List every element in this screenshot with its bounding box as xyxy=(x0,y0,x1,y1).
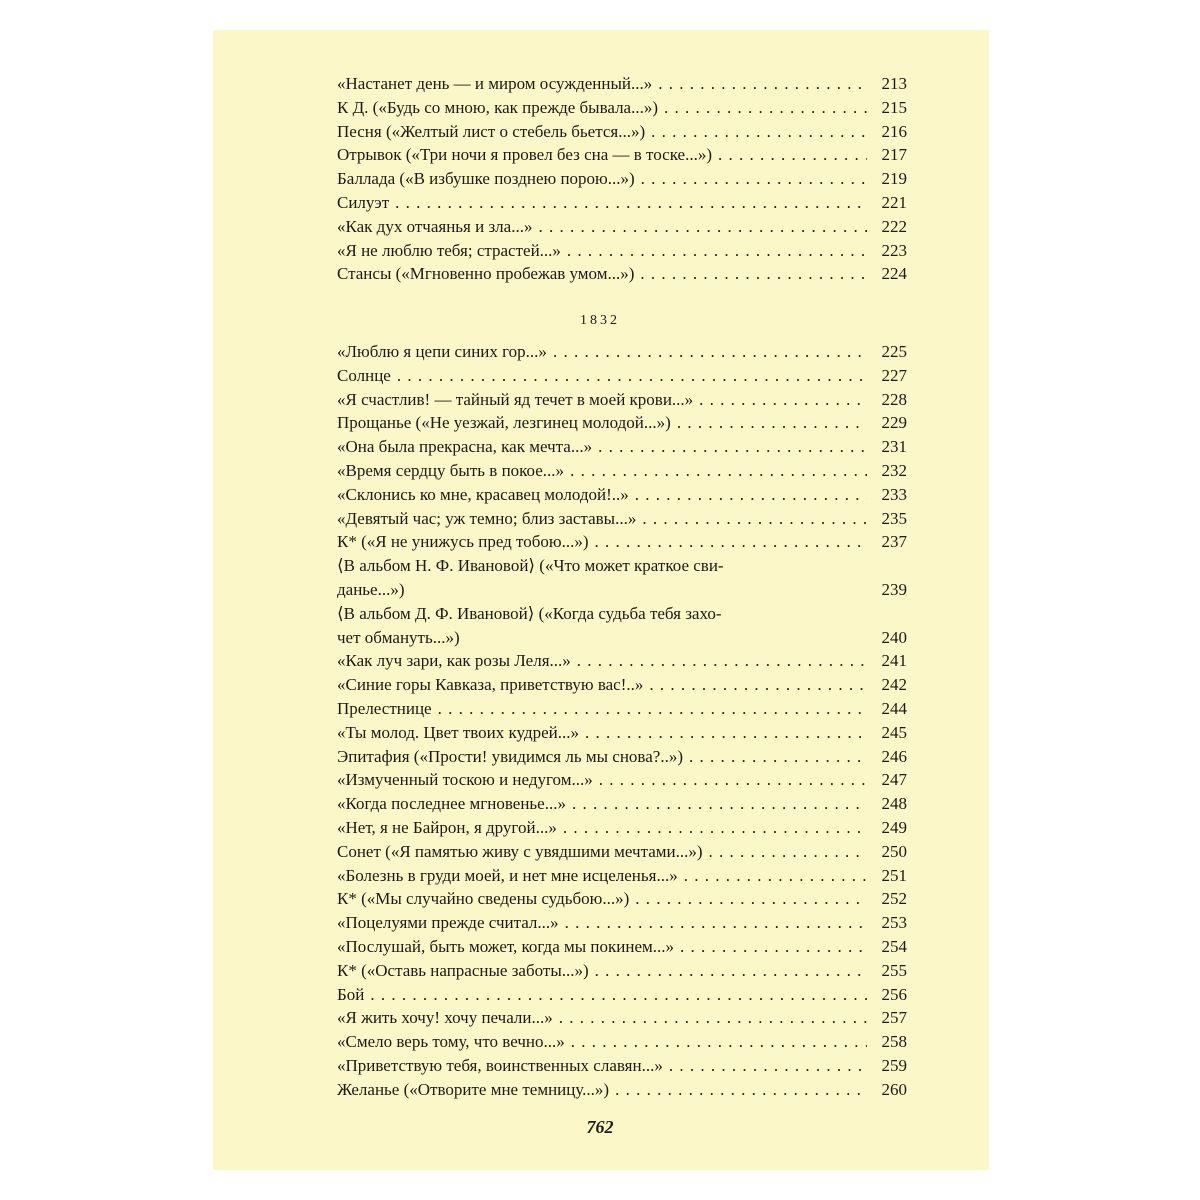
toc-entry-page: 217 xyxy=(881,145,907,165)
toc-entry-page: 250 xyxy=(881,841,907,861)
toc-entry-page: 240 xyxy=(881,627,907,647)
toc-entry-page: 258 xyxy=(881,1032,907,1052)
toc-entry-title: Желанье («Отворите мне темницу...») xyxy=(337,1079,610,1099)
toc-entry xyxy=(337,1054,907,1078)
dot-leader xyxy=(598,435,867,459)
toc-entry xyxy=(337,887,907,911)
toc-entry-page: 229 xyxy=(881,413,907,433)
dot-leader xyxy=(689,745,867,769)
toc-entry xyxy=(337,120,907,144)
toc-entry-title: «Болезнь в груди моей, и нет мне исцеленья...» xyxy=(337,865,678,885)
dot-leader xyxy=(570,459,867,483)
dot-leader xyxy=(577,649,867,673)
toc-entry-page: 225 xyxy=(881,342,907,361)
toc-entry xyxy=(337,215,907,239)
toc-entry-page: 227 xyxy=(881,365,907,385)
dot-leader xyxy=(563,816,867,840)
toc-entry xyxy=(337,864,907,888)
toc-entry-title: К* («Я не унижусь пред тобою...») xyxy=(337,532,589,552)
toc-entry-title: К* («Оставь напрасные заботы...») xyxy=(337,960,589,980)
toc-entry-title: Бой xyxy=(337,984,365,1004)
toc-entry-page: 245 xyxy=(881,722,907,742)
toc-entry xyxy=(337,507,907,531)
toc-entry-title: Прощанье («Не уезжай, лезгинец молодой...») xyxy=(337,413,671,433)
toc-entry-page: 231 xyxy=(881,437,907,457)
dot-leader xyxy=(585,721,867,745)
toc-entry xyxy=(337,602,907,650)
toc-entry xyxy=(337,483,907,507)
toc-entry-page: 253 xyxy=(881,913,907,933)
dot-leader xyxy=(641,167,867,191)
toc-entry xyxy=(337,459,907,483)
toc-entry-page: 255 xyxy=(881,960,907,980)
dot-leader xyxy=(677,411,867,435)
toc-entry-page: 237 xyxy=(881,532,907,552)
dot-leader xyxy=(658,72,867,96)
toc-entry xyxy=(337,554,907,602)
dot-leader xyxy=(651,120,867,144)
toc-entry xyxy=(337,792,907,816)
toc-entry-page: 244 xyxy=(881,698,907,718)
dot-leader xyxy=(553,340,867,364)
toc-entry-title: ⟨В альбом Н. Ф. Ивановой⟩ («Что может краткое сви- xyxy=(337,556,724,576)
toc-entry-page: 239 xyxy=(881,579,907,599)
toc-entry xyxy=(337,745,907,769)
dot-leader xyxy=(599,768,867,792)
dot-leader xyxy=(595,530,867,554)
toc-entry-title: «Смело верь тому, что вечно...» xyxy=(337,1032,565,1052)
toc-entry xyxy=(337,364,907,388)
toc-entry xyxy=(337,167,907,191)
dot-leader xyxy=(635,887,867,911)
toc-entry xyxy=(337,911,907,935)
toc-entry-page: 249 xyxy=(881,817,907,837)
page-number: 762 xyxy=(586,1117,614,1137)
dot-leader xyxy=(642,507,867,531)
toc-entry-title: К Д. («Будь со мною, как прежде бывала...») xyxy=(337,97,659,117)
toc-entry-title: «Я жить хочу! хочу печали...» xyxy=(337,1008,553,1028)
toc-entry xyxy=(337,768,907,792)
toc-entry xyxy=(337,239,907,263)
toc-entry-title: Прелестнице xyxy=(337,698,432,718)
toc-entry-page: 224 xyxy=(881,264,907,284)
dot-leader xyxy=(438,697,867,721)
dot-leader xyxy=(699,388,867,412)
toc-entry-page: 246 xyxy=(881,746,907,766)
toc-entry xyxy=(337,96,907,120)
toc-entry-page: 247 xyxy=(881,770,907,790)
toc-entry-page: 260 xyxy=(881,1079,907,1099)
toc-entry-title: Стансы («Мгновенно пробежав умом...») xyxy=(337,264,635,284)
toc-entry xyxy=(337,411,907,435)
dot-leader xyxy=(538,215,867,239)
dot-leader xyxy=(669,1054,867,1078)
toc-section-1 xyxy=(337,72,907,286)
dot-leader xyxy=(615,1078,867,1102)
toc-entry-page: 221 xyxy=(881,192,907,212)
dot-leader xyxy=(684,864,867,888)
dot-leader xyxy=(395,191,867,215)
toc-entry-page: 235 xyxy=(881,508,907,528)
toc-entry-page: 252 xyxy=(881,889,907,909)
toc-entry-title-continued: данье...») xyxy=(337,579,405,599)
toc-entry xyxy=(337,959,907,983)
toc-entry-title: «Приветствую тебя, воинственных славян...» xyxy=(337,1055,663,1075)
toc-entry xyxy=(337,1030,907,1054)
toc-entry xyxy=(337,935,907,959)
toc-entry-title: «Нет, я не Байрон, я другой...» xyxy=(337,817,557,837)
toc-entry-title: Сонет («Я памятью живу с увядшими мечтами...») xyxy=(337,841,703,861)
dot-leader xyxy=(718,143,867,167)
toc-entry-page: 223 xyxy=(881,240,907,260)
toc-entry-page: 216 xyxy=(881,121,907,141)
toc-entry xyxy=(337,1078,907,1102)
toc-entry-title: «Настанет день — и миром осужденный...» xyxy=(337,74,653,93)
toc-entry xyxy=(337,388,907,412)
dot-leader xyxy=(595,959,867,983)
toc-entry-title: «Я не люблю тебя; страстей...» xyxy=(337,240,561,260)
toc-entry-page: 241 xyxy=(881,651,907,671)
toc-entry-page: 228 xyxy=(881,389,907,409)
dot-leader xyxy=(635,483,867,507)
toc-entry-title: Эпитафия («Прости! увидимся ль мы снова?..») xyxy=(337,746,683,766)
toc-entry-title: «Ты молод. Цвет твоих кудрей...» xyxy=(337,722,579,742)
dot-leader xyxy=(559,1006,867,1030)
toc-entry-title: «Поцелуями прежде считал...» xyxy=(337,913,559,933)
toc-entry xyxy=(337,143,907,167)
toc-entry xyxy=(337,983,907,1007)
dot-leader xyxy=(680,935,867,959)
toc-entry-title: «Я счастлив! — тайный яд течет в моей крови...» xyxy=(337,389,694,409)
toc-entry-page: 233 xyxy=(881,484,907,504)
toc-entry xyxy=(337,530,907,554)
toc-entry-title: «Синие горы Кавказа, приветствую вас!..» xyxy=(337,675,644,695)
dot-leader xyxy=(565,911,867,935)
dot-leader xyxy=(567,239,867,263)
year-heading: 1832 xyxy=(580,313,620,328)
toc-entry-title: «Она была прекрасна, как мечта...» xyxy=(337,437,593,457)
toc-entry-title: Отрывок («Три ночи я провел без сна — в тоске...») xyxy=(337,145,713,165)
toc-entry-page: 219 xyxy=(881,169,907,189)
toc-entry-page: 251 xyxy=(881,865,907,885)
toc-entry xyxy=(337,840,907,864)
toc-entry-page: 256 xyxy=(881,984,907,1004)
toc-entry xyxy=(337,721,907,745)
toc-entry-page: 254 xyxy=(881,936,907,956)
toc-entry-title: «Измученный тоскою и недугом...» xyxy=(337,770,593,790)
toc-entry-title: «Как луч зари, как розы Леля...» xyxy=(337,651,571,671)
toc-entry xyxy=(337,262,907,286)
toc-entry-title: «Как дух отчаянья и зла...» xyxy=(337,216,533,236)
toc-entry-page: 248 xyxy=(881,794,907,814)
toc-entry-title: Силуэт xyxy=(337,192,390,212)
toc-entry-title: «Девятый час; уж темно; близ заставы...» xyxy=(337,508,637,528)
dot-leader xyxy=(571,1030,867,1054)
toc-entry-title: «Люблю я цепи синих гор...» xyxy=(337,342,547,361)
dot-leader xyxy=(572,792,867,816)
toc-entry xyxy=(337,649,907,673)
dot-leader xyxy=(397,364,867,388)
toc-entry xyxy=(337,191,907,215)
toc-entry-page: 215 xyxy=(881,97,907,117)
toc-section-2 xyxy=(337,340,907,1102)
toc-entry-page: 232 xyxy=(881,460,907,480)
dot-leader xyxy=(664,96,867,120)
dot-leader xyxy=(649,673,867,697)
toc-entry-title: «Время сердцу быть в покое...» xyxy=(337,460,565,480)
toc-entry-page: 257 xyxy=(881,1008,907,1028)
toc-entry-title: «Послушай, быть может, когда мы покинем...» xyxy=(337,936,675,956)
dot-leader xyxy=(370,983,867,1007)
toc-entry-title-continued: чет обмануть...») xyxy=(337,627,460,647)
toc-entry xyxy=(337,816,907,840)
toc-entry-title: ⟨В альбом Д. Ф. Ивановой⟩ («Когда судьба тебя захо- xyxy=(337,603,722,623)
toc-entry xyxy=(337,435,907,459)
toc-entry xyxy=(337,673,907,697)
toc-entry-title: Баллада («В избушке позднею порою...») xyxy=(337,169,635,189)
toc-entry-title: «Когда последнее мгновенье...» xyxy=(337,794,566,814)
toc-entry-page: 259 xyxy=(881,1055,907,1075)
toc-entry-page: 242 xyxy=(881,675,907,695)
dot-leader xyxy=(640,262,867,286)
toc-entry-title: «Склонись ко мне, красавец молодой!..» xyxy=(337,484,629,504)
toc-entry xyxy=(337,697,907,721)
dot-leader xyxy=(709,840,867,864)
toc-entry-title: Песня («Желтый лист о стебель бьется...») xyxy=(337,121,646,141)
toc-entry xyxy=(337,72,907,96)
toc-entry xyxy=(337,1006,907,1030)
toc-entry-page: 222 xyxy=(881,216,907,236)
toc-entry-title: Солнце xyxy=(337,365,391,385)
toc-entry xyxy=(337,340,907,364)
toc-entry-title: К* («Мы случайно сведены судьбою...») xyxy=(337,889,630,909)
toc-entry-page: 213 xyxy=(881,74,907,93)
